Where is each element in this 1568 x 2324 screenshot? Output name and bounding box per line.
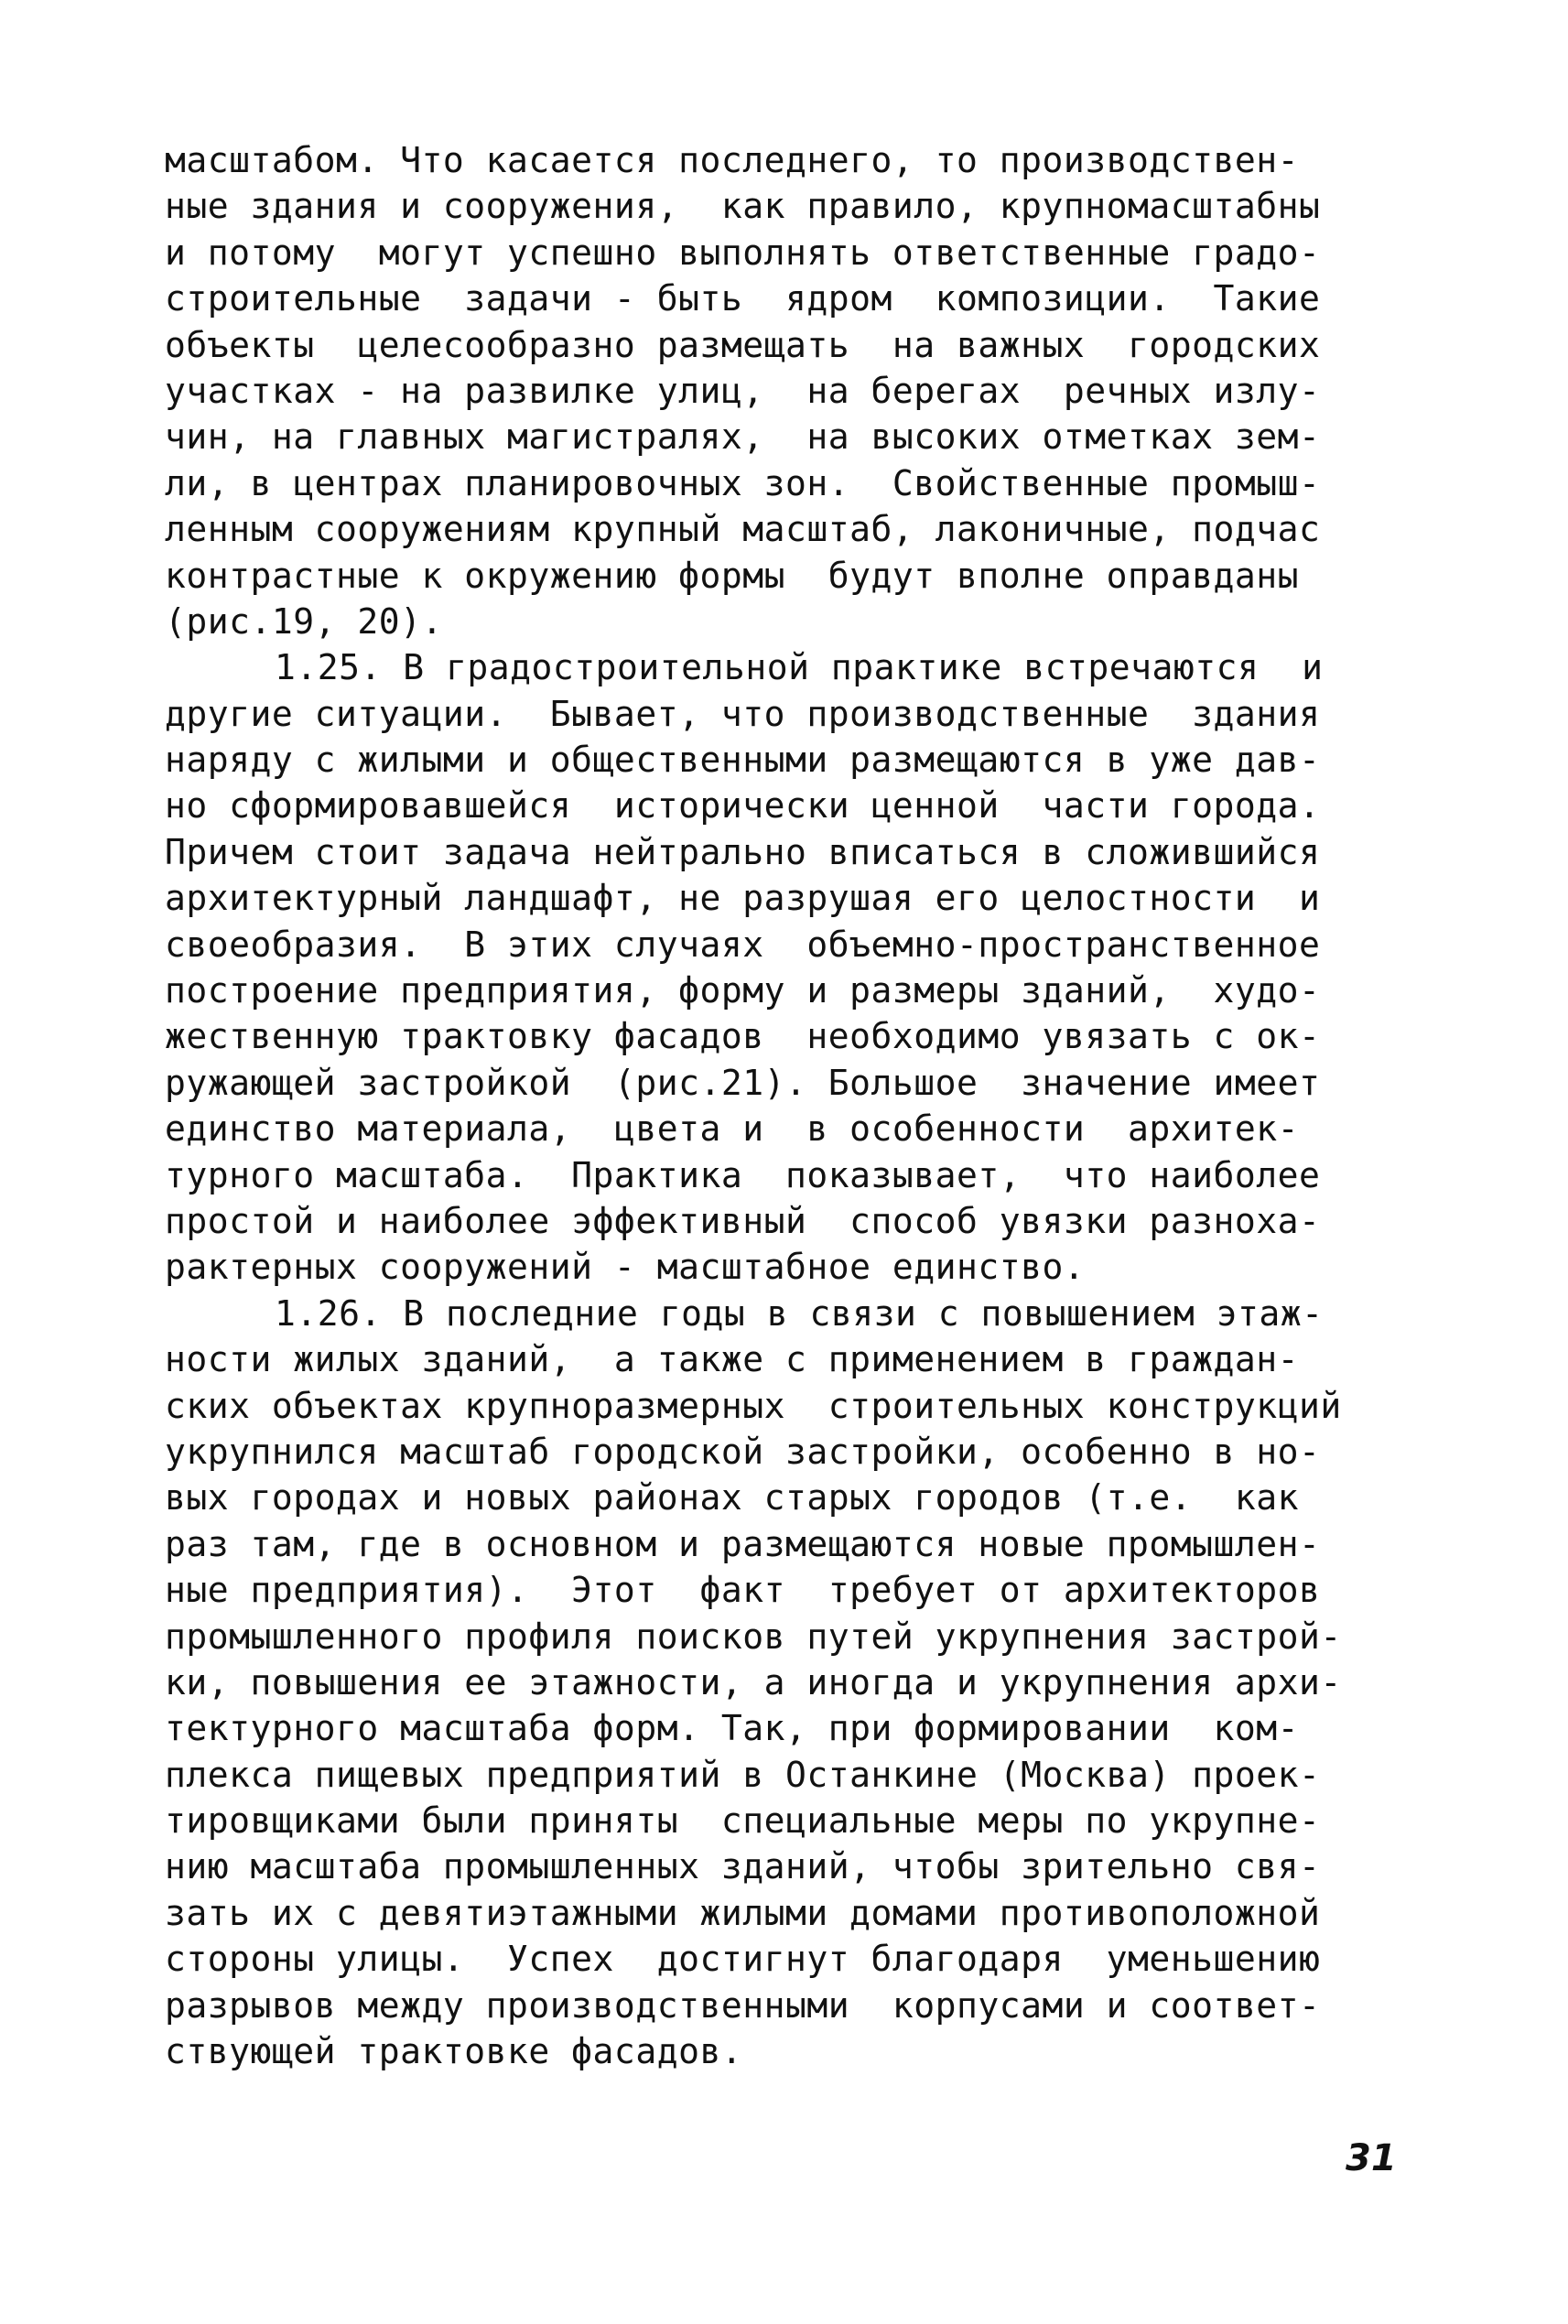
text-line: строительные задачи - быть ядром композиции. Такие (165, 278, 1321, 319)
text-line: чин, на главных магистралях, на высоких отметках зем- (165, 416, 1321, 458)
text-line: ности жилых зданий, а также с применением в граждан- (165, 1339, 1300, 1380)
text-line: укрупнился масштаб городской застройки, особенно в но- (165, 1431, 1321, 1472)
text-line: ствующей трактовке фасадов. (165, 2031, 743, 2072)
text-line: зать их с девятиэтажными жилыми домами противоположной (165, 1892, 1321, 1933)
text-line: ружающей застройкой (рис.21). Большое значение имеет (165, 1062, 1321, 1103)
text-line: ли, в центрах планировочных зон. Свойственные промыш- (165, 462, 1321, 503)
text-line: тектурного масштаба форм. Так, при формировании ком- (165, 1708, 1300, 1749)
text-line: ки, повышения ее этажности, а иногда и укрупнения архи- (165, 1661, 1342, 1702)
text-line: но сформировавшейся исторически ценной части города. (165, 785, 1321, 827)
text-line: и потому могут успешно выполнять ответственные градо- (165, 232, 1321, 273)
text-line: ленным сооружениям крупный масштаб, лаконичные, подчас (165, 509, 1321, 550)
text-line: наряду с жилыми и общественными размещаются в уже дав- (165, 740, 1321, 781)
text-line: построение предприятия, форму и размеры зданий, худо- (165, 970, 1321, 1011)
text-line: жественную трактовку фасадов необходимо увязать с ок- (165, 1016, 1321, 1057)
text-line: участках - на развилке улиц, на берегах речных излу- (165, 370, 1321, 411)
text-line: архитектурный ландшафт, не разрушая его целостности и (165, 878, 1321, 919)
text-line: объекты целесообразно размещать на важных городских (165, 324, 1321, 365)
paragraph-start-line: 1.26. В последние годы в связи с повышением этаж- (275, 1292, 1324, 1334)
text-line: ные предприятия). Этот факт требует от архитекторов (165, 1570, 1321, 1611)
text-line: своеобразия. В этих случаях объемно-пространственное (165, 924, 1321, 965)
text-line: стороны улицы. Успех достигнут благодаря уменьшению (165, 1939, 1321, 1980)
text-line: плекса пищевых предприятий в Останкине (Москва) проек- (165, 1754, 1321, 1795)
text-line: разрывов между производственными корпусами и соответ- (165, 1984, 1321, 2026)
text-line: простой и наиболее эффективный способ увязки разноха- (165, 1200, 1321, 1241)
text-line: раз там, где в основном и размещаются новые промышлен- (165, 1523, 1321, 1564)
text-line: Причем стоит задача нейтрально вписаться в сложившийся (165, 831, 1321, 872)
text-line: тировщиками были приняты специальные меры по укрупне- (165, 1800, 1321, 1842)
text-line: единство материала, цвета и в особенности архитек- (165, 1108, 1300, 1150)
text-line: промышленного профиля поисков путей укрупнения застрой- (165, 1616, 1342, 1657)
paragraph-start-line: 1.25. В градостроительной практике встречаются и (275, 647, 1324, 688)
body-text (165, 137, 1428, 2074)
text-line: вых городах и новых районах старых городов (т.е. как (165, 1477, 1300, 1519)
text-line: (рис.19, 20). (165, 600, 443, 642)
text-line: другие ситуации. Бывает, что производственные здания (165, 693, 1321, 734)
text-line: ные здания и сооружения, как правило, крупномасштабны (165, 186, 1321, 227)
text-line: нию масштаба промышленных зданий, чтобы зрительно свя- (165, 1846, 1321, 1887)
text-line: рактерных сооружений - масштабное единство. (165, 1247, 1086, 1288)
text-line: контрастные к окружению формы будут вполне оправданы (165, 555, 1300, 596)
text-line: масштабом. Что касается последнего, то производствен- (165, 140, 1300, 180)
page-number: 31 (1346, 2137, 1397, 2179)
text-line: ских объектах крупноразмерных строительных конструкций (165, 1385, 1342, 1426)
text-line: турного масштаба. Практика показывает, что наиболее (165, 1154, 1321, 1195)
